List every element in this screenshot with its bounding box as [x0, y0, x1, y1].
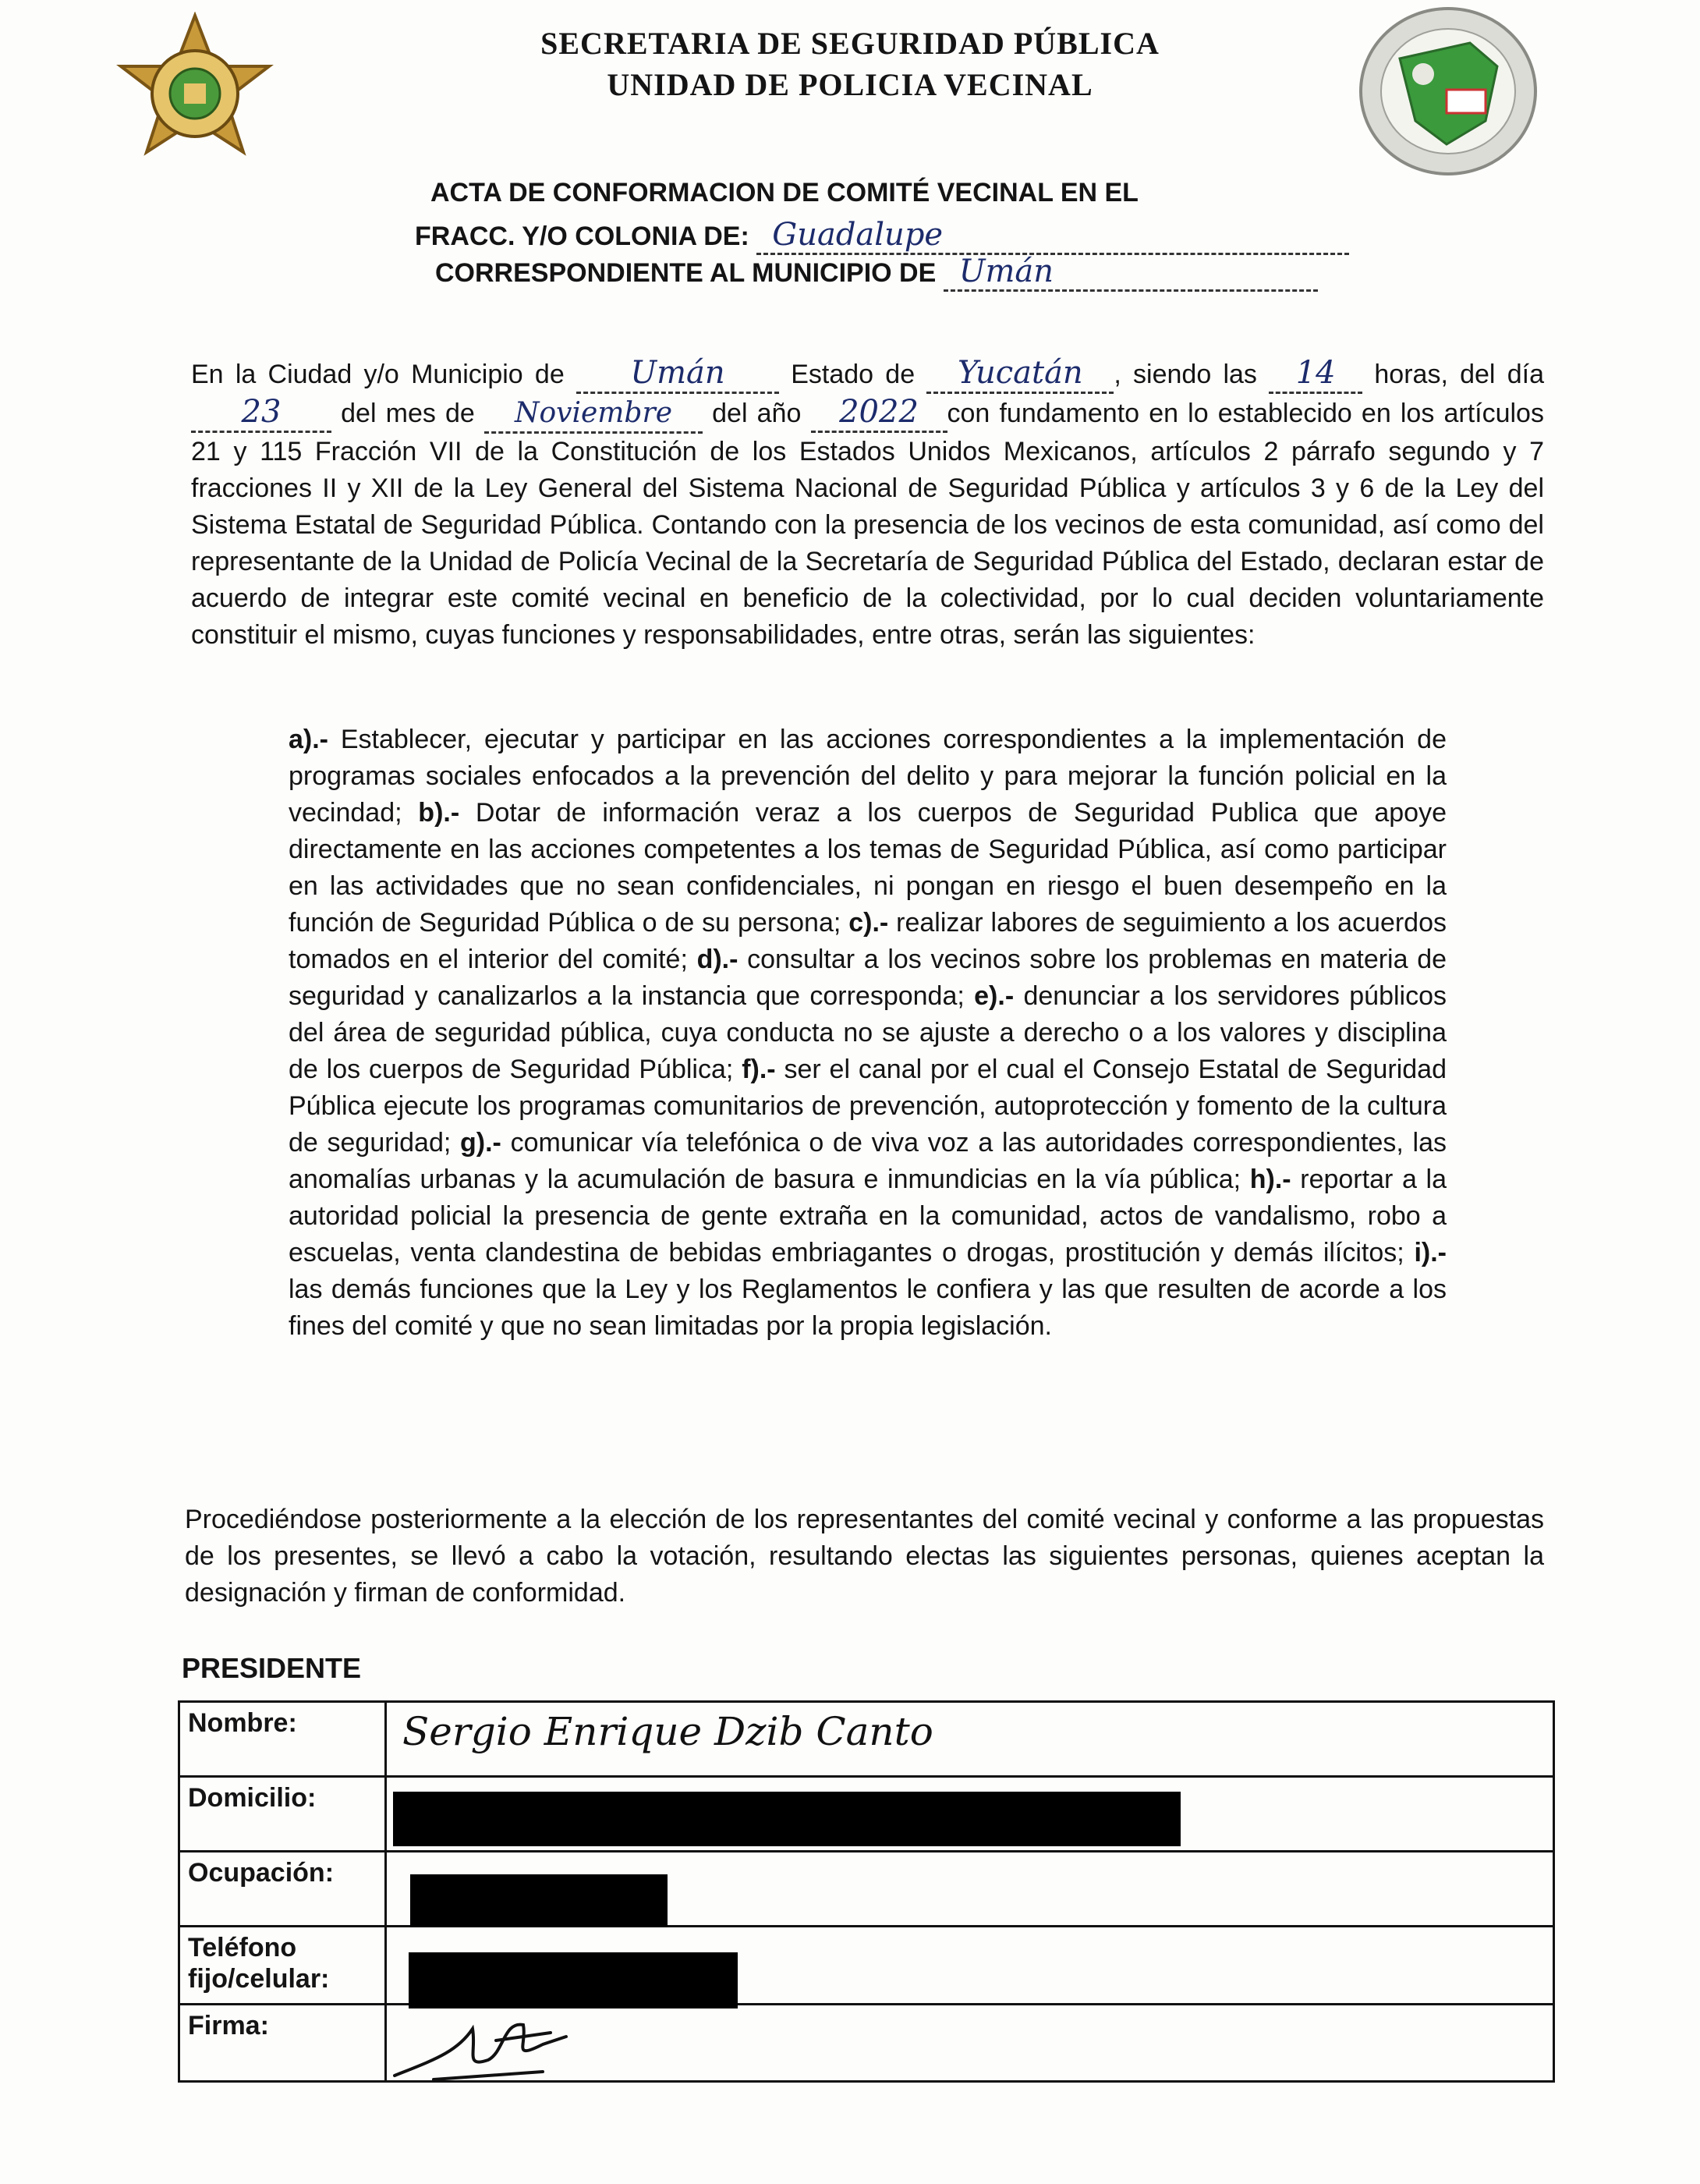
firma-label: Firma:	[179, 2005, 386, 2082]
fn-f: ser el canal por el cual el Consejo Estatal de Seguridad Pública ejecute los programas comunitarios de prevención, autoprotección y fomento de la cultura de seguridad;	[289, 1055, 1447, 1158]
hw-municipio: Umán	[576, 355, 779, 394]
redaction-bar	[393, 1792, 1181, 1846]
fn-h: reportar a la autoridad policial la presencia de gente extraña en la comunidad, actos de vandalismo, robo a escuelas, venta clandestina de bebidas embriagantes o drogas, prostitución y demás ilícitos;	[289, 1165, 1447, 1268]
act-title: ACTA DE CONFORMACION DE COMITÉ VECINAL EN EL	[430, 178, 1139, 207]
hw-horas: 14	[1269, 355, 1362, 394]
fn-d-letter: d).-	[696, 945, 738, 974]
fn-a: Establecer, ejecutar y participar en las acciones correspondientes a la implementación de programas sociales enfocados a la prevención del delito y para mejorar la función policial en la vecindad;	[289, 725, 1447, 828]
telefono-label: Teléfono fijo/celular:	[179, 1927, 386, 2005]
header-line-2: UNIDAD DE POLICIA VECINAL	[607, 67, 1093, 102]
ocupacion-value	[386, 1852, 1554, 1927]
hw-anio: 2022	[811, 394, 947, 433]
municipio-line	[435, 254, 1318, 292]
colonia-label: FRACC. Y/O COLONIA DE:	[415, 222, 749, 251]
nombre-value: Sergio Enrique Dzib Canto	[386, 1702, 1554, 1777]
telefono-value	[386, 1927, 1554, 2005]
president-form	[178, 1700, 1555, 2083]
colonia-value: Guadalupe	[756, 217, 1349, 255]
municipio-value: Umán	[944, 254, 1318, 292]
hw-dia: 23	[191, 394, 331, 433]
ocupacion-label: Ocupación:	[179, 1852, 386, 1927]
fn-a-letter: a).-	[289, 725, 328, 754]
colonia-line	[415, 217, 1349, 255]
fn-e-letter: e).-	[974, 981, 1015, 1011]
fn-g: comunicar vía telefónica o de viva voz a las autoridades correspondientes, las anomalías urbanas y la acumulación de basura e inmundicias en la vía pública;	[289, 1128, 1447, 1194]
domicilio-value	[386, 1777, 1554, 1852]
hw-estado: Yucatán	[926, 355, 1114, 394]
fn-b-letter: b).-	[418, 798, 460, 828]
intro-paragraph: En la Ciudad y/o Municipio de Umán Estado de Yucatán , siendo las 14 horas, del día 23 del mes de Noviembre del año 2022 con fundamento en lo establecido en los artículos 21 y 115 Fracción VII de la Constitución de los Estados Unidos Mexicanos, artículos 2 párrafo segundo y 7 fracciones II y XII de la Ley General del Sistema Nacional de Seguridad Pública y artículos 3 y 6 de la Ley del Sistema Estatal de Seguridad Pública. Contando con la presencia de los vecinos de esta comunidad, así como del representante de la Unidad de Policía Vecinal de la Secretaría de Seguridad Pública del Estado, declaran estar de acuerdo de integrar este comité vecinal en beneficio de la colectividad, por lo cual deciden voluntariamente constituir el mismo, cuyas funciones y responsabilidades, entre otras, serán las siguientes:	[191, 355, 1544, 650]
nombre-label: Nombre:	[179, 1702, 386, 1777]
header-line-1: SECRETARIA DE SEGURIDAD PÚBLICA	[540, 26, 1160, 61]
fn-e: denunciar a los servidores públicos del área de seguridad pública, cuya conducta no se ajuste a derecho o a los valores y disciplina de los cuerpos de Seguridad Pública;	[289, 981, 1447, 1084]
domicilio-label: Domicilio:	[179, 1777, 386, 1852]
fn-i: las demás funciones que la Ley y los Reglamentos le confiera y las que resulten de acorde a los fines del comité y que no sean limitadas por la propia legislación.	[289, 1275, 1447, 1341]
fn-h-letter: h).-	[1249, 1165, 1291, 1194]
municipio-label: CORRESPONDIENTE AL MUNICIPIO DE	[435, 258, 937, 288]
fn-d: consultar a los vecinos sobre los problemas en materia de seguridad y canalizarlos a la instancia que corresponda;	[289, 945, 1447, 1011]
fn-f-letter: f).-	[742, 1055, 776, 1084]
hw-mes: Noviembre	[484, 395, 703, 434]
redaction-bar	[409, 1952, 738, 2008]
president-heading: PRESIDENTE	[182, 1652, 362, 1684]
fn-g-letter: g).-	[460, 1128, 501, 1158]
fn-i-letter: i).-	[1414, 1238, 1447, 1268]
fn-c: realizar labores de seguimiento a los acuerdos tomados en el interior del comité;	[289, 908, 1447, 974]
fn-c-letter: c).-	[848, 908, 889, 938]
firma-value	[386, 2005, 1554, 2082]
functions-list	[289, 722, 1447, 1345]
fn-b: Dotar de información veraz a los cuerpos de Seguridad Publica que apoye directamente en las acciones competentes a los temas de Seguridad Pública, así como participar en las actividades que no sean confidenciales, ni pongan en riesgo el buen desempeño en la función de Seguridad Pública o de su persona;	[289, 798, 1447, 938]
redaction-bar	[410, 1874, 668, 1927]
signature	[387, 2005, 621, 2091]
election-paragraph: Procediéndose posteriormente a la elección de los representantes del comité vecinal y conforme a las propuestas de los presentes, se llevó a cabo la votación, resultando electas las siguientes personas, quienes aceptan la designación y firman de conformidad.	[185, 1505, 1544, 1608]
